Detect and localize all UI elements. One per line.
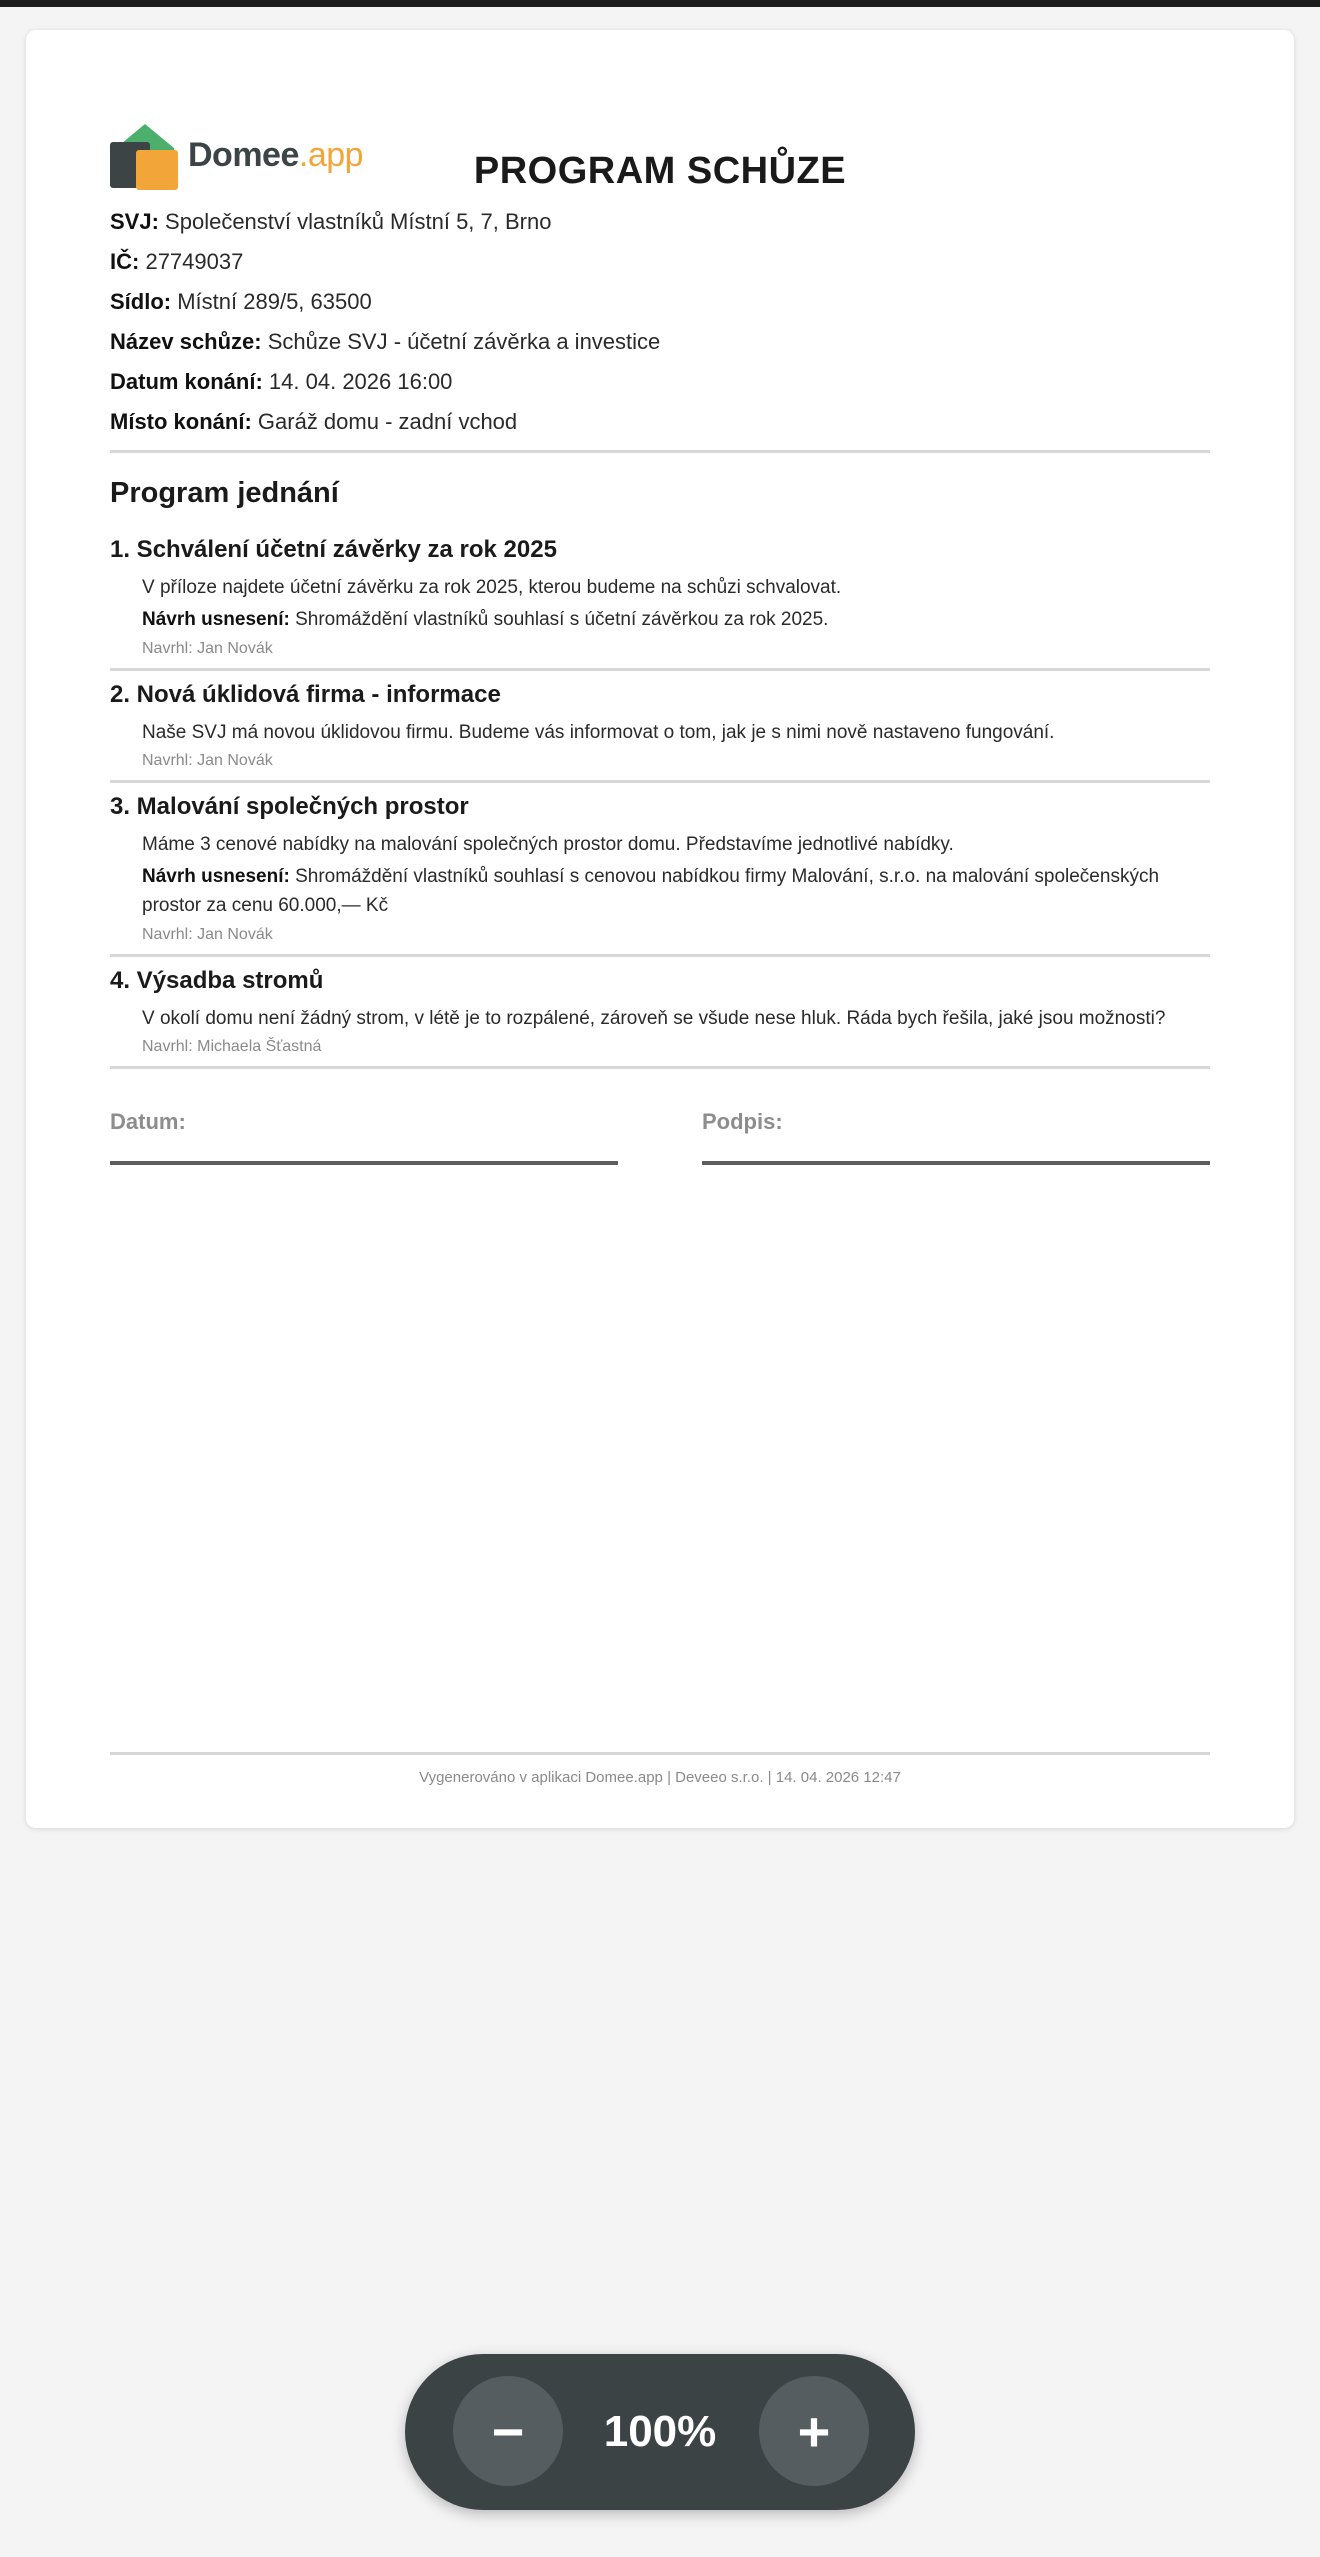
signature-line	[702, 1161, 1210, 1165]
agenda-item-author: Navrhl: Jan Novák	[142, 752, 273, 769]
document-header	[110, 94, 1210, 194]
top-status-strip	[0, 0, 1320, 7]
document-page	[26, 30, 1294, 1828]
meta-value: Garáž domu - zadní vchod	[257, 409, 518, 434]
meta-label: SVJ:	[110, 209, 159, 234]
meta-value: 27749037	[145, 249, 244, 274]
meta-label: IČ:	[110, 249, 140, 274]
meta-label: Sídlo:	[110, 289, 172, 314]
document-footer	[110, 1752, 1210, 1786]
meta-row-date	[110, 362, 1210, 402]
meta-row-meeting-name	[110, 322, 1210, 362]
divider	[110, 450, 1210, 453]
footer-text: Vygenerováno v aplikaci Domee.app | Deveeo s.r.o. | 14. 04. 2026 12:47	[419, 1769, 901, 1786]
sign-signature-field	[702, 1109, 1210, 1165]
date-signature-field	[110, 1109, 618, 1165]
proposal-label: Návrh usnesení:	[142, 866, 290, 887]
zoom-in-button[interactable]: +	[759, 2376, 869, 2486]
zoom-level: 100%	[603, 2407, 717, 2456]
signature-label: Podpis:	[702, 1109, 783, 1134]
agenda-item	[110, 957, 1210, 1066]
meta-row-svj	[110, 202, 1210, 242]
meta-label: Místo konání:	[110, 409, 252, 434]
zoom-control	[405, 2354, 915, 2510]
agenda-item	[110, 526, 1210, 668]
divider	[110, 1066, 1210, 1069]
agenda-item-author: Navrhl: Michaela Šťastná	[142, 1038, 322, 1055]
meta-row-place	[110, 402, 1210, 442]
agenda-item-proposal	[142, 862, 1210, 920]
agenda-item-author: Navrhl: Jan Novák	[142, 926, 273, 943]
agenda-item	[110, 783, 1210, 954]
meta-value: 14. 04. 2026 16:00	[268, 369, 453, 394]
document-content	[110, 94, 1210, 1229]
proposal-text: Shromáždění vlastníků souhlasí s cenovou nabídkou firmy Malování, s.r.o. na malování společenských prostor za cenu 60.000,— Kč	[142, 866, 1160, 916]
agenda-item-title: 4. Výsadba stromů	[110, 967, 324, 994]
agenda-item-body	[110, 574, 1210, 668]
meeting-info	[110, 202, 1210, 442]
logo-text-primary: Domee	[188, 136, 299, 174]
document-title: PROGRAM SCHŮZE	[473, 150, 847, 192]
agenda-item-description: V okolí domu není žádný strom, v létě je to rozpálené, zároveň se všude nese hluk. Ráda bych řešila, jaké jsou možnosti?	[142, 1008, 1166, 1029]
logo-text-accent: .app	[298, 136, 364, 174]
agenda-item-body	[110, 1005, 1210, 1066]
agenda-item-body	[110, 831, 1210, 954]
agenda-item-author: Navrhl: Jan Novák	[142, 640, 273, 657]
footer-divider	[110, 1752, 1210, 1755]
proposal-text: Shromáždění vlastníků souhlasí s účetní závěrkou za rok 2025.	[295, 609, 829, 630]
agenda-item-description: V příloze najdete účetní závěrku za rok 2025, kterou budeme na schůzi schvalovat.	[142, 577, 842, 598]
meta-row-sidlo	[110, 282, 1210, 322]
agenda-item-title: 3. Malování společných prostor	[110, 793, 469, 820]
agenda-item-title: 2. Nová úklidová firma - informace	[110, 681, 501, 708]
agenda-item	[110, 671, 1210, 780]
agenda-item-description: Naše SVJ má novou úklidovou firmu. Budeme vás informovat o tom, jak je s nimi nově nastaveno fungování.	[142, 722, 1055, 743]
date-line	[110, 1161, 618, 1165]
agenda-title: Program jednání	[110, 477, 339, 509]
agenda-item-proposal	[142, 605, 1210, 634]
meta-row-ic	[110, 242, 1210, 282]
meta-label: Název schůze:	[110, 329, 262, 354]
meta-value: Společenství vlastníků Místní 5, 7, Brno	[165, 209, 552, 234]
meta-value: Schůze SVJ - účetní závěrka a investice	[267, 329, 661, 354]
agenda-item-title: 1. Schválení účetní závěrky za rok 2025	[110, 536, 557, 563]
agenda-item-description: Máme 3 cenové nabídky na malování společných prostor domu. Představíme jednotlivé nabídky.	[142, 834, 954, 855]
proposal-label: Návrh usnesení:	[142, 609, 290, 630]
meta-label: Datum konání:	[110, 369, 263, 394]
meta-value: Místní 289/5, 63500	[177, 289, 372, 314]
signature-section	[110, 1109, 1210, 1229]
agenda-item-body	[110, 719, 1210, 780]
date-label: Datum:	[110, 1109, 186, 1134]
zoom-out-button[interactable]: −	[453, 2376, 563, 2486]
